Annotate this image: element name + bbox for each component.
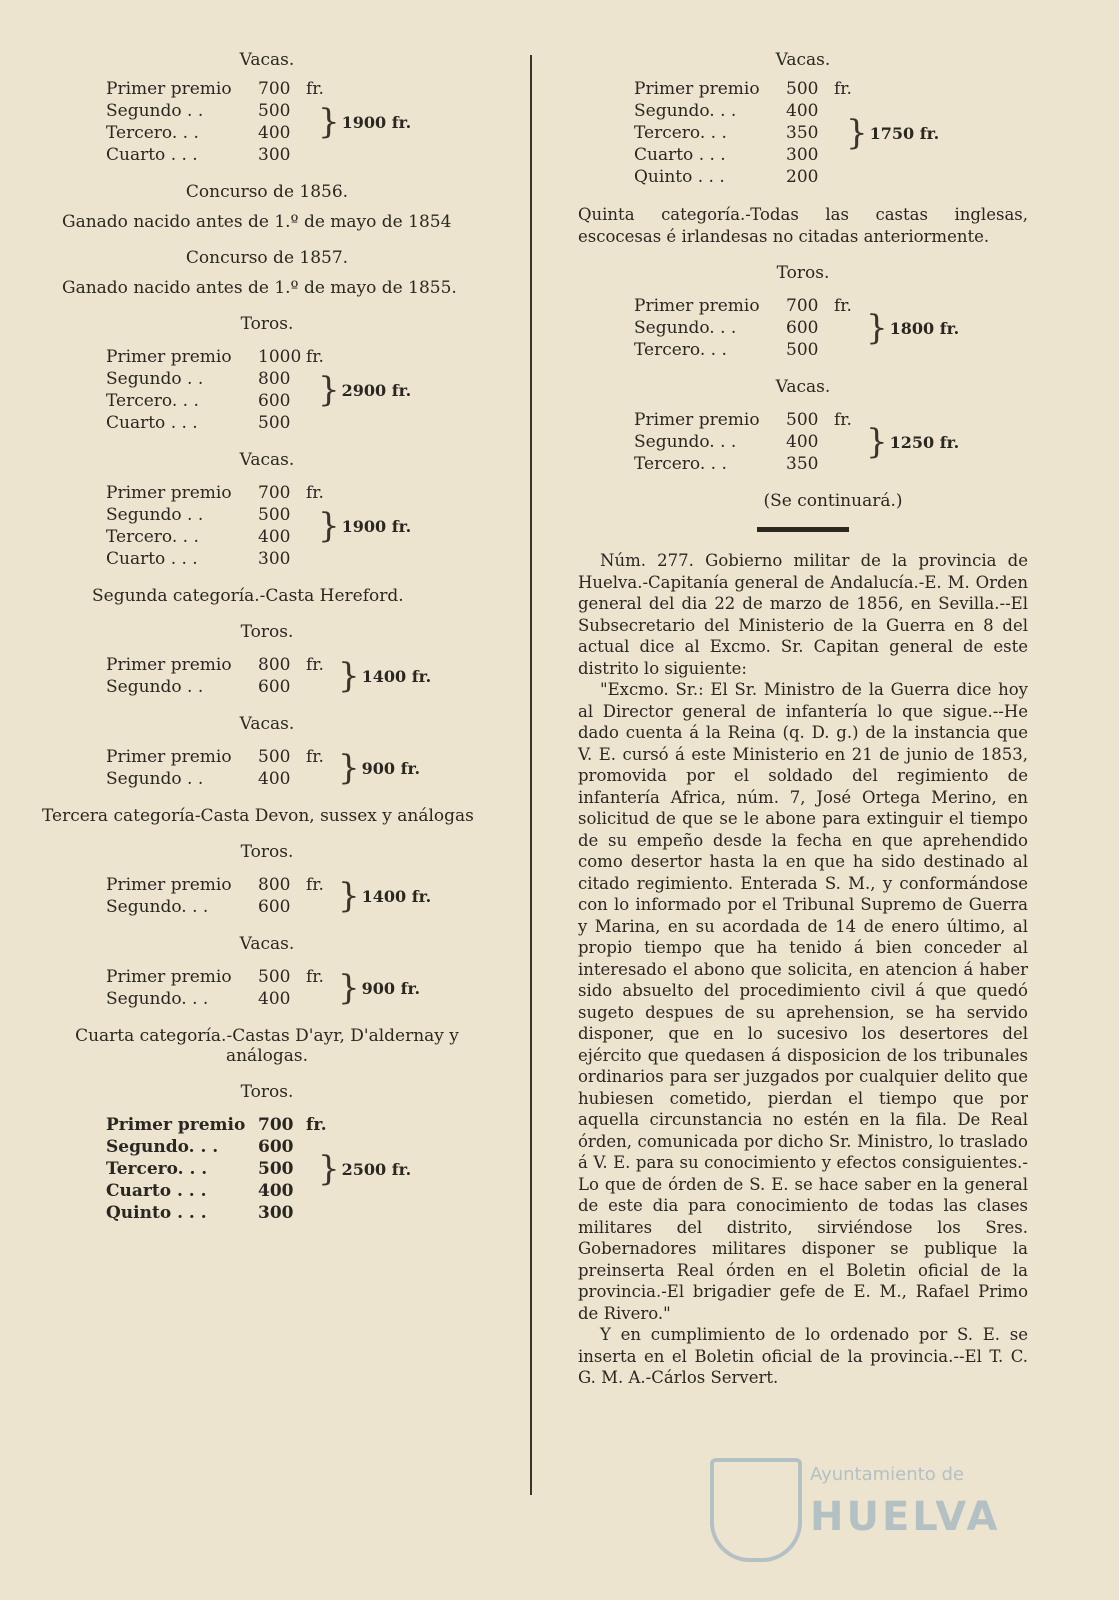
toros-heading: Toros. (776, 263, 830, 283)
prize-row: Tercero. . . 500 (634, 340, 819, 360)
prize-row: Tercero. . . 600 (106, 391, 291, 411)
prize-total: } 1900 fr. (318, 102, 412, 142)
coat-of-arms-icon (710, 1458, 802, 1562)
watermark-line2: HUELVA (810, 1494, 1001, 1540)
archive-watermark (700, 1450, 1030, 1560)
prize-row: Quinto . . . 300 (106, 1203, 294, 1223)
watermark-line1: Ayuntamiento de (810, 1464, 964, 1485)
num-label: Núm. 277. (600, 551, 694, 570)
prize-table (106, 966, 492, 1010)
category-four: Cuarta categoría.-Castas D'ayr, D'aldernay y análogas. (75, 1026, 459, 1066)
prize-row: Tercero. . . 400 (106, 527, 291, 547)
prize-row: Primer premio 500 fr. (106, 747, 324, 767)
prize-row: Primer premio 700 fr. (106, 1115, 327, 1135)
prize-row: Cuarto . . . 300 (106, 549, 291, 569)
vacas-heading: Vacas. (775, 50, 831, 70)
prize-row: Segundo. . . 400 (106, 989, 291, 1009)
order-body: "Excmo. Sr.: El Sr. Ministro de la Guerra dice hoy al Director general de infantería lo que sigue.--He dado cuenta á la Reina (q. D. g.) de la instancia que V. E. cursó á este Ministerio en 21 de junio de 1853, promovida por el soldado del regimiento de infantería Africa, núm. 7, José Ortega Merino, en solicitud de que se le abone para extinguir el tiempo de su empeño desde la fecha en que aprehendido como desertor hasta la en que ha sido destinado al citado regimiento. Enterada S. M., y conformándose con lo informado por el Tribunal Supremo de Guerra y Marina, en su acordada de 14 de enero último, al propio tiempo que ha tenido á bien conceder al interesado el abono que solicita, en atencion á haber sido absuelto del procedimiento civil á que quedó sugeto despues de su aprehension, se ha servido disponer, que en lo sucesivo los desertores del ejército que quedasen á disposicion de los tribunales ordinarios para ser juzgados por cualquier delito que hubiesen cometido, pierdan el tiempo que por aquella circunstancia no estén en la fila. De Real órden, comunicada por dicho Sr. Ministro, lo traslado á V. E. para su conocimiento y efectos consiguientes.-Lo que de órden de S. E. se hace saber en la general de este dia para conocimiento de todas las clases militares del distrito, sirviéndose los Sres. Gobernadores militares disponer se publique la preinserta Real órden en el Boletin oficial de la provincia.-El brigadier gefe de E. M., Rafael Primo de Rivero." (578, 680, 1028, 1323)
section-rule (757, 527, 849, 532)
concurso-1856: Concurso de 1856. (185, 182, 349, 202)
prize-row: Tercero. . . 350 (634, 454, 819, 474)
prize-total: } 1800 fr. (866, 308, 960, 348)
prize-row: Segundo . . 600 (106, 677, 291, 697)
toros-heading: Toros. (240, 314, 294, 334)
prize-row: Segundo. . . 600 (106, 1137, 294, 1157)
prize-row: Tercero. . . 500 (106, 1159, 294, 1179)
prize-table (634, 409, 1028, 475)
vacas-heading: Vacas. (239, 934, 295, 954)
prize-total: } 1400 fr. (338, 656, 432, 696)
prize-row: Primer premio 500 fr. (106, 967, 324, 987)
prize-table (106, 746, 492, 790)
prize-total: } 1250 fr. (866, 422, 960, 462)
order-intro-text: Gobierno militar de la provincia de Huelva.-Capitanía general de Andalucía.-E. M. Orden general del dia 22 de marzo de 1856, en Sevilla.--El Subsecretario del Ministerio de la Guerra en 8 del actual dice al Excmo. Sr. Capitan general de este distrito lo siguiente: (578, 551, 1028, 678)
prize-row: Primer premio 700 fr. (106, 79, 324, 99)
prize-table (106, 78, 492, 166)
order-intro (578, 550, 1028, 679)
prize-row: Primer premio 700 fr. (106, 483, 324, 503)
prize-row: Segundo . . 500 (106, 505, 291, 525)
toros-heading: Toros. (240, 1082, 294, 1102)
vacas-heading: Vacas. (775, 377, 831, 397)
prize-row: Segundo . . 400 (106, 769, 291, 789)
prize-total: } 1750 fr. (846, 113, 940, 153)
prize-row: Cuarto . . . 300 (106, 145, 291, 165)
category-five: Quinta categoría.-Todas las castas inglesas, escocesas é irlandesas no citadas anteriormente. (578, 205, 1028, 246)
prize-row: Segundo. . . 600 (106, 897, 291, 917)
prize-row: Segundo. . . 600 (634, 318, 819, 338)
prize-total: } 2500 fr. (318, 1149, 412, 1189)
prize-row: Tercero. . . 400 (106, 123, 291, 143)
prize-table (106, 654, 492, 698)
prize-row: Quinto . . . 200 (634, 167, 819, 187)
prize-row: Cuarto . . . 500 (106, 413, 291, 433)
prize-row: Primer premio 1000 fr. (106, 347, 324, 367)
prize-table (106, 346, 492, 434)
ganado-1855: Ganado nacido antes de 1.º de mayo de 1855. (62, 278, 457, 298)
prize-table (106, 1114, 492, 1224)
prize-row: Segundo . . 800 (106, 369, 291, 389)
prize-total: } 2900 fr. (318, 370, 412, 410)
ganado-1854: Ganado nacido antes de 1.º de mayo de 1854 (62, 212, 452, 232)
category-three: Tercera categoría-Casta Devon, sussex y análogas (42, 806, 474, 826)
prize-total: } 900 fr. (338, 748, 421, 788)
prize-row: Segundo . . 500 (106, 101, 291, 121)
prize-table (106, 874, 492, 918)
prize-row: Primer premio 800 fr. (106, 875, 324, 895)
prize-table (634, 295, 1028, 361)
continuara: (Se continuará.) (763, 491, 903, 511)
prize-row: Segundo. . . 400 (634, 101, 819, 121)
concurso-1857: Concurso de 1857. (185, 248, 349, 268)
prize-row: Primer premio 700 fr. (634, 296, 852, 316)
right-column (578, 40, 1028, 1389)
column-divider (530, 55, 532, 1495)
category-two: Segunda categoría.-Casta Hereford. (92, 586, 404, 606)
vacas-heading: Vacas. (239, 50, 295, 70)
prize-row: Primer premio 500 fr. (634, 410, 852, 430)
vacas-heading: Vacas. (239, 450, 295, 470)
toros-heading: Toros. (240, 842, 294, 862)
left-column (42, 40, 492, 1240)
prize-row: Cuarto . . . 400 (106, 1181, 294, 1201)
toros-heading: Toros. (240, 622, 294, 642)
prize-row: Primer premio 500 fr. (634, 79, 852, 99)
prize-table (106, 482, 492, 570)
prize-row: Tercero. . . 350 (634, 123, 819, 143)
prize-row: Cuarto . . . 300 (634, 145, 819, 165)
vacas-heading: Vacas. (239, 714, 295, 734)
prize-row: Segundo. . . 400 (634, 432, 819, 452)
order-closing: Y en cumplimiento de lo ordenado por S. E. se inserta en el Boletin oficial de la provincia.--El T. C. G. M. A.-Cárlos Servert. (578, 1325, 1028, 1387)
prize-total: } 900 fr. (338, 968, 421, 1008)
prize-row: Primer premio 800 fr. (106, 655, 324, 675)
prize-table (634, 78, 1028, 188)
prize-total: } 1400 fr. (338, 876, 432, 916)
prize-total: } 1900 fr. (318, 506, 412, 546)
